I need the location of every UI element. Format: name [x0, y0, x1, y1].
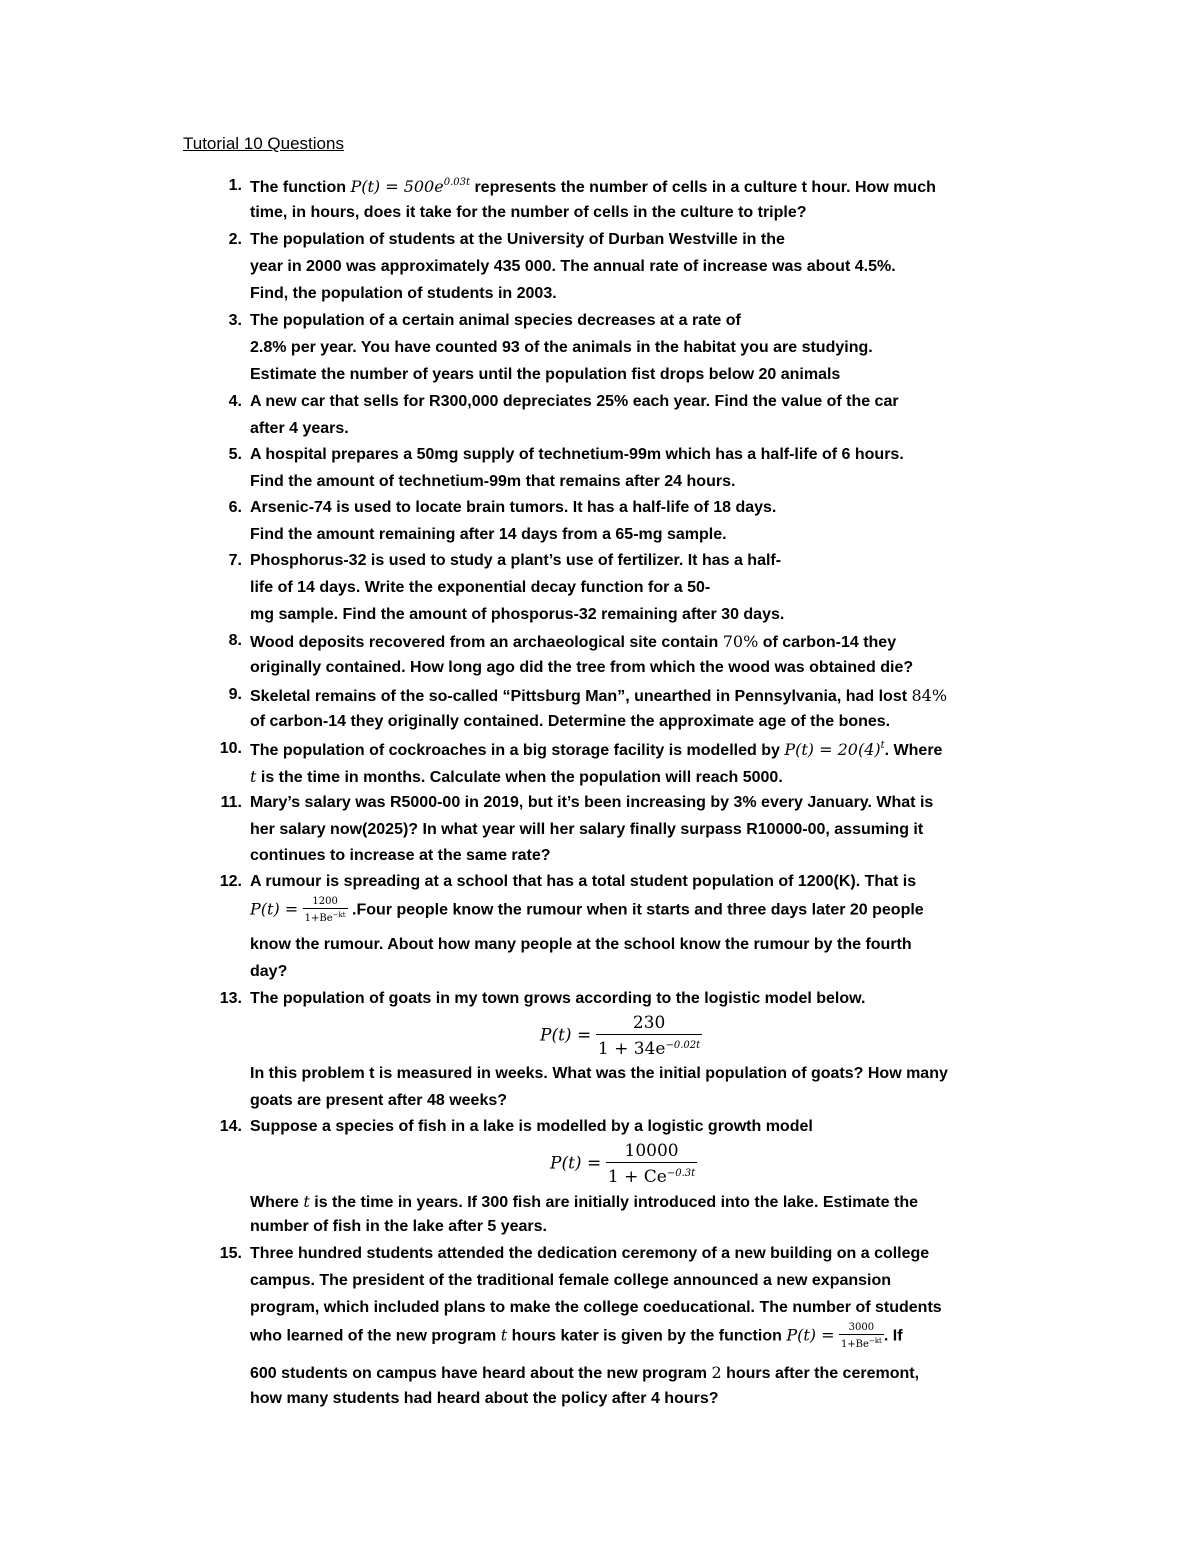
- logistic-equation: P(t) = $\frac{230}{1 + 34e^{-0.02t}}$: [540, 1013, 701, 1059]
- question-number: 5.: [228, 446, 242, 463]
- question-line: number of fish in the lake after 5 years.: [250, 1218, 547, 1235]
- question-line: Three hundred students attended the dedication ceremony of a new building on a college: [250, 1245, 930, 1262]
- question-line: The population of cockroaches in a big storage facility is modelled by $P(t) = 20(4)^t$. Where: [250, 740, 943, 759]
- logistic-equation: P(t) = $\frac{10000}{1 + Ce^{-0.3t}}$: [550, 1141, 696, 1187]
- question-line: Find, the population of students in 2003.: [250, 285, 557, 302]
- question-line: know the rumour. About how many people at the school know the rumour by the fourth: [250, 936, 912, 953]
- question-line: her salary now(2025)? In what year will her salary finally surpass R10000-00, assuming it: [250, 821, 924, 838]
- question-number: 9.: [228, 686, 242, 703]
- question-line: Wood deposits recovered from an archaeological site contain 70% of carbon-14 they: [250, 632, 897, 651]
- question-line: of carbon-14 they originally contained. Determine the approximate age of the bones.: [250, 713, 891, 730]
- question-line: program, which included plans to make the college coeducational. The number of students: [250, 1299, 942, 1316]
- question-line: mg sample. Find the amount of phosporus-32 remaining after 30 days.: [250, 606, 785, 623]
- question-line: In this problem t is measured in weeks. What was the initial population of goats? How many: [250, 1065, 948, 1082]
- question-line: goats are present after 48 weeks?: [250, 1092, 508, 1109]
- math-expression: $P(t) = 500e^{0.03t}$: [350, 177, 470, 196]
- question-line: Suppose a species of fish in a lake is modelled by a logistic growth model: [250, 1118, 813, 1135]
- question-line: The function $P(t) = 500e^{0.03t}$ represents the number of cells in a culture t hour. How much: [250, 177, 936, 196]
- question-line: Arsenic-74 is used to locate brain tumors. It has a half-life of 18 days.: [250, 499, 777, 516]
- question-number: 11.: [220, 794, 242, 811]
- question-line: The population of goats in my town grows according to the logistic model below.: [250, 990, 866, 1007]
- question-line: after 4 years.: [250, 420, 349, 437]
- question-number: 15.: [219, 1245, 242, 1262]
- question-line: The population of a certain animal species decreases at a rate of: [250, 312, 741, 329]
- fraction: $\frac{3000}{1+Be^{-kt}}$: [840, 1322, 882, 1350]
- percentage: 70%: [722, 632, 759, 651]
- question-line: A hospital prepares a 50mg supply of technetium-99m which has a half-life of 6 hours.: [250, 446, 904, 463]
- percentage: 84%: [911, 686, 948, 705]
- question-line: Mary’s salary was R5000-00 in 2019, but it’s been increasing by 3% every January. What is: [250, 794, 934, 811]
- question-number: 12.: [219, 873, 242, 890]
- question-line: year in 2000 was approximately 435 000. The annual rate of increase was about 4.5%.: [250, 258, 896, 275]
- question-line: who learned of the new program t hours kater is given by the function P(t) = $\frac{3000}{1+Be^{-kt}}$ . If: [250, 1322, 903, 1350]
- page-title: Tutorial 10 Questions: [183, 134, 344, 153]
- math-expression: $P(t) = 20(4)^t$: [784, 740, 885, 759]
- question-number: 6.: [228, 499, 242, 516]
- question-number: 13.: [219, 990, 242, 1007]
- question-number: 8.: [228, 632, 242, 649]
- question-line: A new car that sells for R300,000 depreciates 25% each year. Find the value of the car: [250, 393, 899, 410]
- question-line: life of 14 days. Write the exponential decay function for a 50-: [250, 579, 711, 596]
- question-line: Phosphorus-32 is used to study a plant’s use of fertilizer. It has a half-: [250, 552, 782, 569]
- question-line: A rumour is spreading at a school that has a total student population of 1200(K). That is: [250, 873, 917, 890]
- question-number: 3.: [228, 312, 242, 329]
- question-number: 1.: [228, 177, 242, 194]
- question-number: 7.: [228, 552, 242, 569]
- question-line: Find the amount remaining after 14 days from a 65-mg sample.: [250, 526, 727, 543]
- question-line: Where t is the time in years. If 300 fish are initially introduced into the lake. Estimate the: [250, 1192, 918, 1211]
- question-line: 600 students on campus have heard about the new program 2 hours after the ceremont,: [250, 1363, 920, 1382]
- question-line: how many students had heard about the policy after 4 hours?: [250, 1390, 719, 1407]
- question-line: t is the time in months. Calculate when the population will reach 5000.: [250, 767, 783, 786]
- question-number: 4.: [228, 393, 242, 410]
- question-number: 14.: [219, 1118, 242, 1135]
- question-line: The population of students at the University of Durban Westville in the: [250, 231, 785, 248]
- question-line: Skeletal remains of the so-called “Pittsburg Man”, unearthed in Pennsylvania, had lost 84%: [250, 686, 948, 705]
- question-line: day?: [250, 963, 288, 980]
- question-line: originally contained. How long ago did the tree from which the wood was obtained die?: [250, 659, 914, 676]
- question-line: continues to increase at the same rate?: [250, 847, 551, 864]
- question-line: campus. The president of the traditional female college announced a new expansion: [250, 1272, 892, 1289]
- question-line: Find the amount of technetium-99m that remains after 24 hours.: [250, 473, 736, 490]
- question-line: Estimate the number of years until the population fist drops below 20 animals: [250, 366, 841, 383]
- question-number: 2.: [228, 231, 242, 248]
- question-line: time, in hours, does it take for the number of cells in the culture to triple?: [250, 204, 807, 221]
- fraction: $\frac{230}{1 + 34e^{-0.02t}}$: [597, 1013, 701, 1059]
- question-line: 2.8% per year. You have counted 93 of the animals in the habitat you are studying.: [250, 339, 873, 356]
- question-line: P(t) = $\frac{1200}{1+Be^{-kt}}$ .Four people know the rumour when it starts and three days later 20 people: [250, 896, 924, 924]
- question-number: 10.: [219, 740, 242, 757]
- fraction: $\frac{10000}{1 + Ce^{-0.3t}}$: [607, 1141, 696, 1187]
- fraction: $\frac{1200}{1+Be^{-kt}}$: [304, 896, 346, 924]
